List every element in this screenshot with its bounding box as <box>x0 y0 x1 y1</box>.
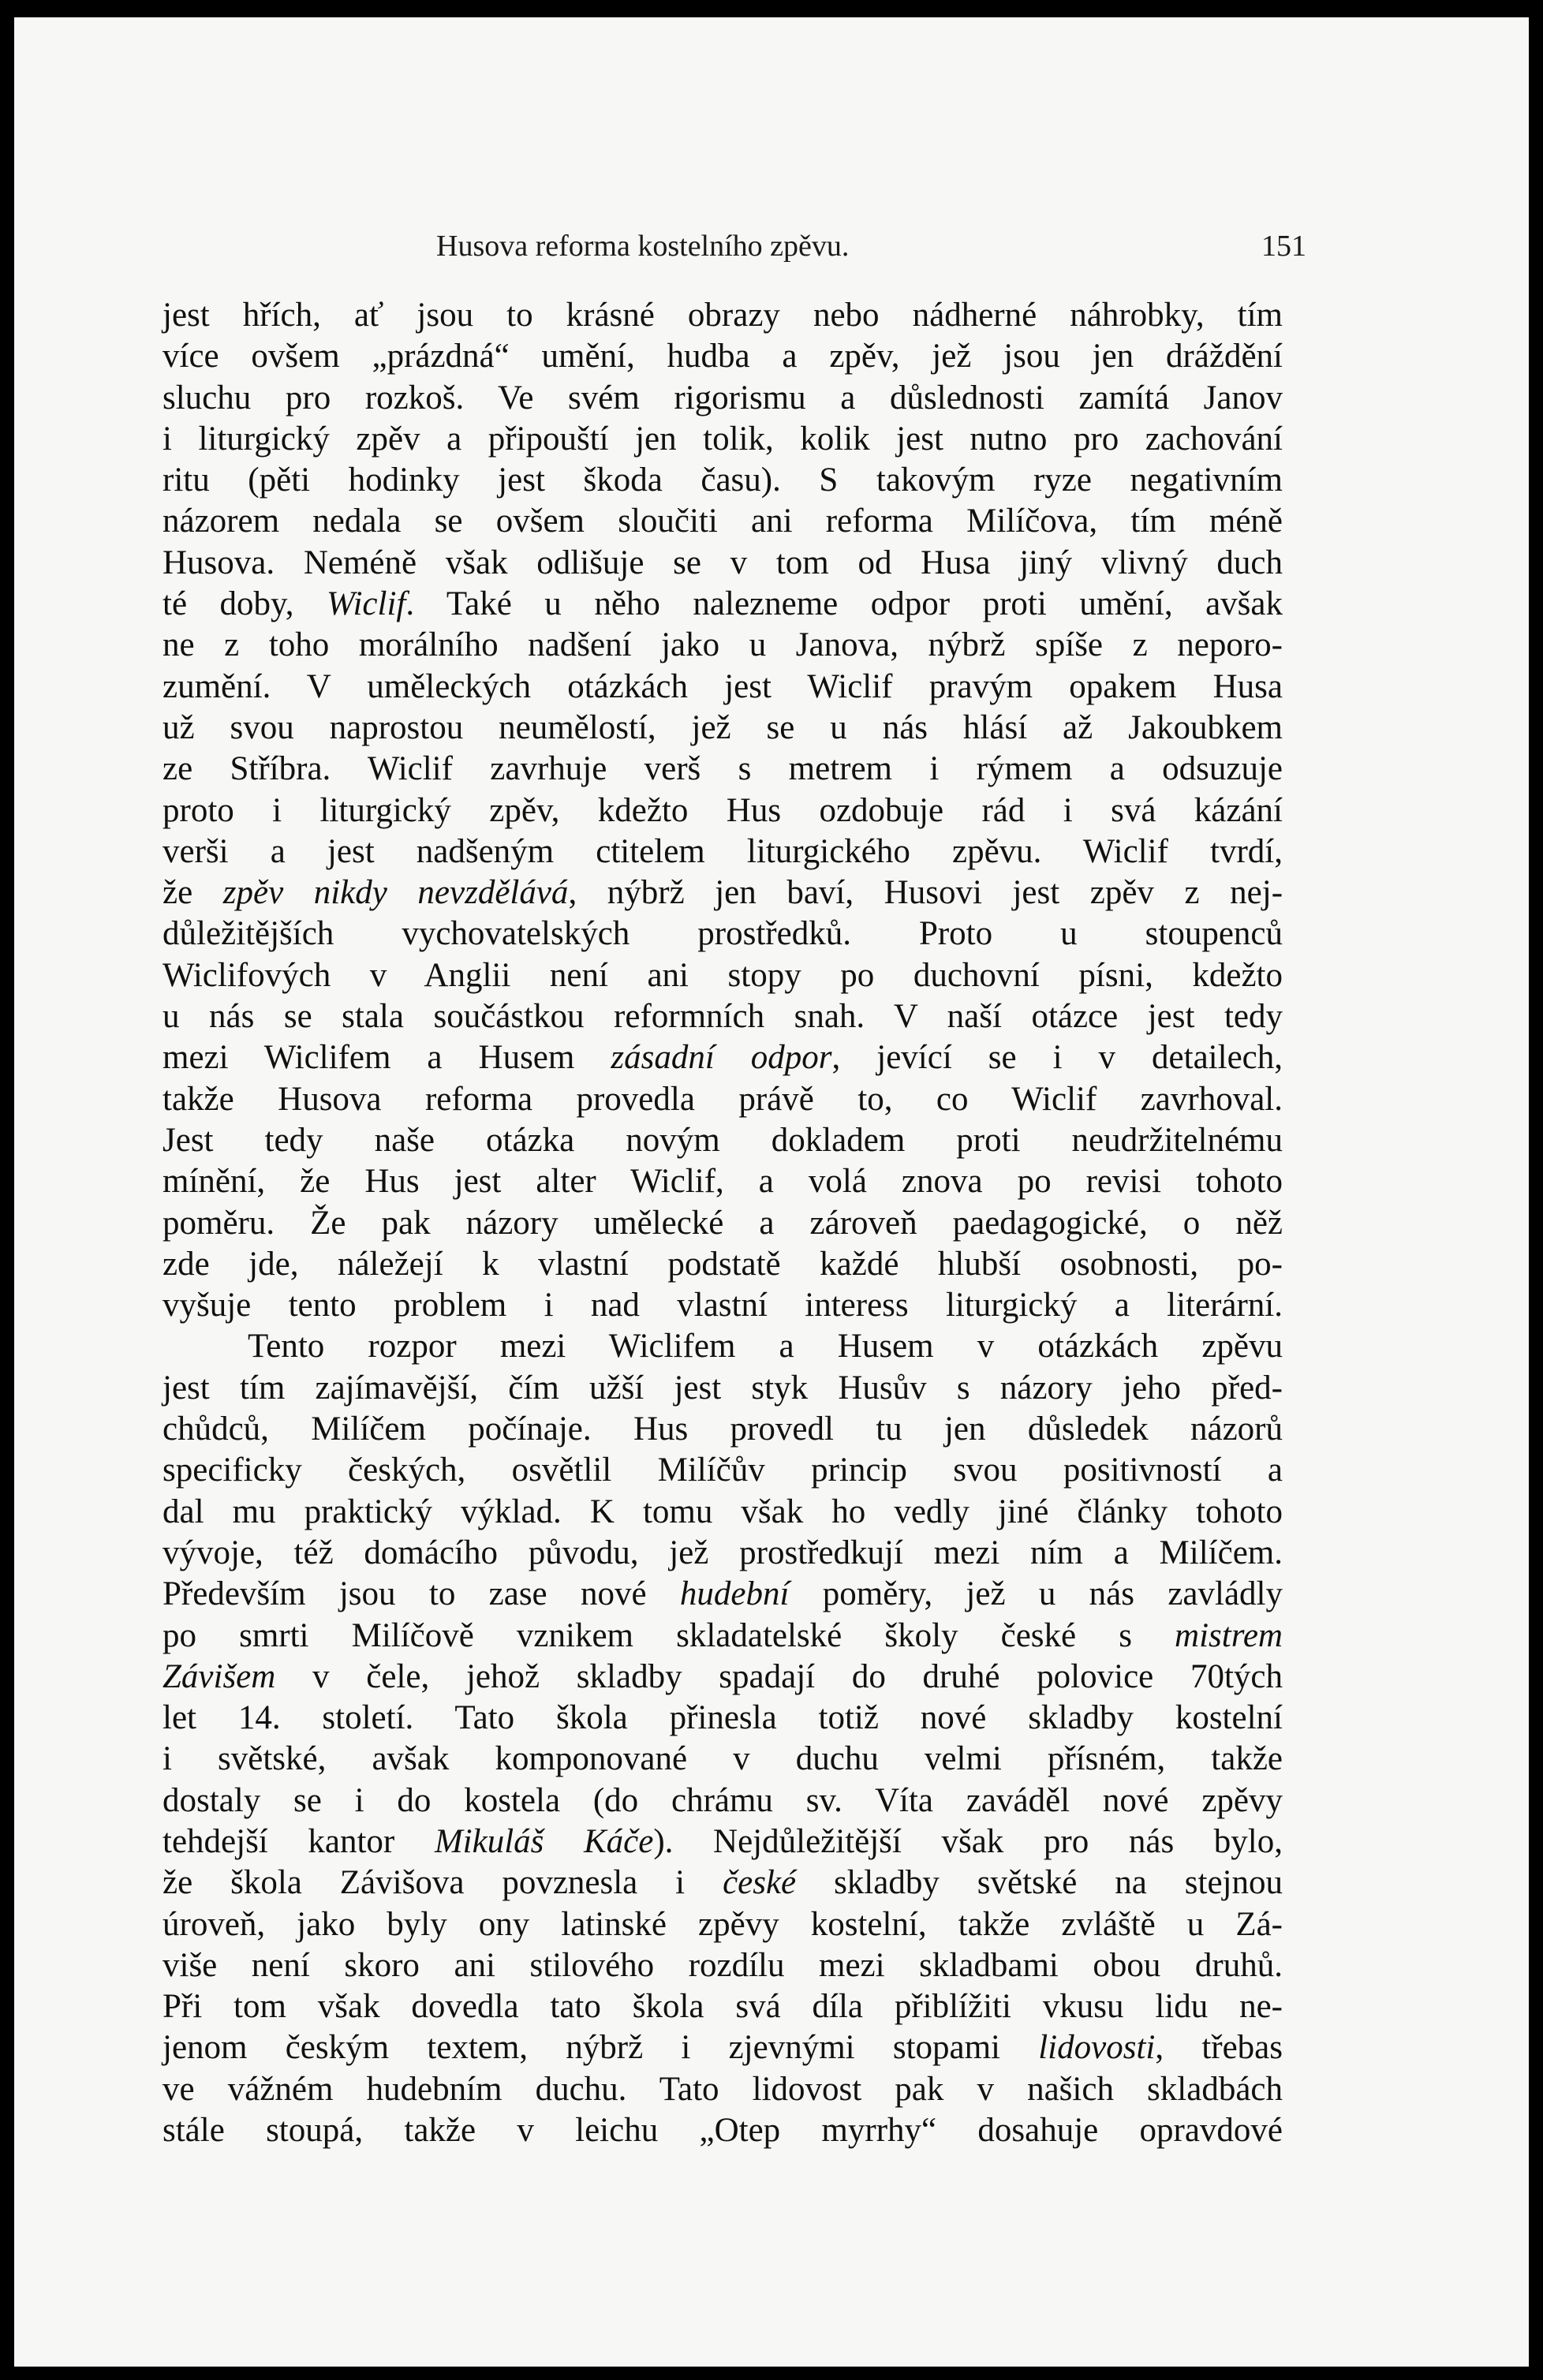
text-line: let 14. století. Tato škola přinesla totiž nové skladby kostelní <box>163 1699 1283 1737</box>
text-line: i světské, avšak komponované v duchu velmi přísném, takže <box>163 1740 1283 1778</box>
text-line: specificky českých, osvětlil Milíčův princip svou positivností a <box>163 1452 1283 1489</box>
text-line: Při tom však dovedla tato škola svá díla přiblížiti vkusu lidu ne- <box>163 1988 1283 2026</box>
text-line: Wiclifových v Anglii není ani stopy po duchovní písni, kdežto <box>163 956 1283 994</box>
text-line: Především jsou to zase nové hudební poměry, jež u nás zavládly <box>163 1575 1283 1613</box>
text-line: u nás se stala součástkou reformních snah. V naší otázce jest tedy <box>163 998 1283 1036</box>
running-title: Husova reforma kostelního zpěvu. <box>436 230 850 263</box>
text-line: více ovšem „prázdná“ umění, hudba a zpěv, jež jsou jen dráždění <box>163 338 1283 375</box>
text-line: už svou naprostou neumělostí, jež se u nás hlásí až Jakoubkem <box>163 708 1283 746</box>
text-line: že škola Závišova povznesla i české skladby světské na stejnou <box>163 1864 1283 1902</box>
text-line: Jest tedy naše otázka novým dokladem proti neudržitelnému <box>163 1121 1283 1159</box>
text-line: zde jde, náležejí k vlastní podstatě každé hlubší osobnosti, po- <box>163 1245 1283 1283</box>
text-line: že zpěv nikdy nevzdělává, nýbrž jen baví, Husovi jest zpěv z nej- <box>163 874 1283 912</box>
paragraph-start-line: Tento rozpor mezi Wiclifem a Husem v otázkách zpěvu <box>248 1328 1283 1366</box>
text-line: té doby, Wiclif. Také u něho nalezneme odpor proti umění, avšak <box>163 585 1283 623</box>
text-line: stále stoupá, takže v leichu „Otep myrrhy“ dosahuje opravdové <box>163 2112 1283 2150</box>
text-line: jest tím zajímavější, čím užší jest styk Husův s názory jeho před- <box>163 1369 1283 1407</box>
text-line: mínění, že Hus jest alter Wiclif, a volá znova po revisi tohoto <box>163 1163 1283 1201</box>
page-number: 151 <box>1261 230 1306 263</box>
text-line: po smrti Milíčově vznikem skladatelské školy české s mistrem <box>163 1616 1283 1654</box>
text-line: ritu (pěti hodinky jest škoda času). S takovým ryze negativním <box>163 461 1283 499</box>
text-line: úroveň, jako byly ony latinské zpěvy kostelní, takže zvláště u Zá- <box>163 1905 1283 1943</box>
italic-name: Wiclif <box>327 585 406 623</box>
text-line: sluchu pro rozkoš. Ve svém rigorismu a důslednosti zamítá Janov <box>163 379 1283 417</box>
text-line: vývoje, též domácího původu, jež prostředkují mezi ním a Milíčem. <box>163 1534 1283 1571</box>
text-line: vyšuje tento problem i nad vlastní interess liturgický a literární. <box>163 1287 1283 1325</box>
text-line: Závišem v čele, jehož skladby spadají do druhé polovice 70tých <box>163 1657 1283 1695</box>
italic-name: Závišem <box>163 1657 276 1695</box>
italic-emphasis: české <box>723 1864 797 1902</box>
text-line: tehdejší kantor Mikuláš Káče). Nejdůležitější však pro nás bylo, <box>163 1822 1283 1860</box>
italic-emphasis: zpěv nikdy nevzdělává <box>222 874 569 912</box>
text-line: mezi Wiclifem a Husem zásadní odpor, jevící se i v detailech, <box>163 1039 1283 1077</box>
text-line: ze Stříbra. Wiclif zavrhuje verš s metrem i rýmem a odsuzuje <box>163 750 1283 788</box>
text-line: i liturgický zpěv a připouští jen tolik, kolik jest nutno pro zachování <box>163 420 1283 458</box>
text-line: dal mu praktický výklad. K tomu však ho vedly jiné články tohoto <box>163 1493 1283 1530</box>
text-line: zumění. V uměleckých otázkách jest Wiclif pravým opakem Husa <box>163 667 1283 705</box>
text-line: ve vážném hudebním duchu. Tato lidovost pak v našich skladbách <box>163 2070 1283 2108</box>
italic-emphasis: zásadní odpor <box>611 1039 832 1077</box>
body-text <box>163 295 1283 2151</box>
text-line: jest hřích, ať jsou to krásné obrazy nebo nádherné náhrobky, tím <box>163 297 1283 334</box>
page-header <box>14 229 1529 268</box>
text-line: dostaly se i do kostela (do chrámu sv. Víta zaváděl nové zpěvy <box>163 1781 1283 1819</box>
italic-emphasis: mistrem <box>1175 1616 1283 1654</box>
text-line: ne z toho morálního nadšení jako u Janova, nýbrž spíše z neporo- <box>163 626 1283 664</box>
text-line: više není skoro ani stilového rozdílu mezi skladbami obou druhů. <box>163 1946 1283 1984</box>
text-line: názorem nedala se ovšem sloučiti ani reforma Milíčova, tím méně <box>163 503 1283 540</box>
text-line: důležitějších vychovatelských prostředků. Proto u stoupenců <box>163 915 1283 953</box>
text-line: chůdců, Milíčem počínaje. Hus provedl tu jen důsledek názorů <box>163 1410 1283 1448</box>
italic-emphasis: lidovosti <box>1038 2029 1156 2067</box>
book-page <box>14 17 1529 2367</box>
text-line: Husova. Neméně však odlišuje se v tom od Husa jiný vlivný duch <box>163 544 1283 581</box>
text-line: jenom českým textem, nýbrž i zjevnými stopami lidovosti, třebas <box>163 2029 1283 2067</box>
text-line: verši a jest nadšeným ctitelem liturgického zpěvu. Wiclif tvrdí, <box>163 832 1283 870</box>
text-line: proto i liturgický zpěv, kdežto Hus ozdobuje rád i svá kázání <box>163 791 1283 829</box>
italic-emphasis: hudební <box>679 1575 790 1613</box>
text-line: poměru. Že pak názory umělecké a zároveň paedagogické, o něž <box>163 1204 1283 1242</box>
italic-name: Mikuláš Káče <box>434 1822 654 1860</box>
text-line: takže Husova reforma provedla právě to, co Wiclif zavrhoval. <box>163 1080 1283 1118</box>
